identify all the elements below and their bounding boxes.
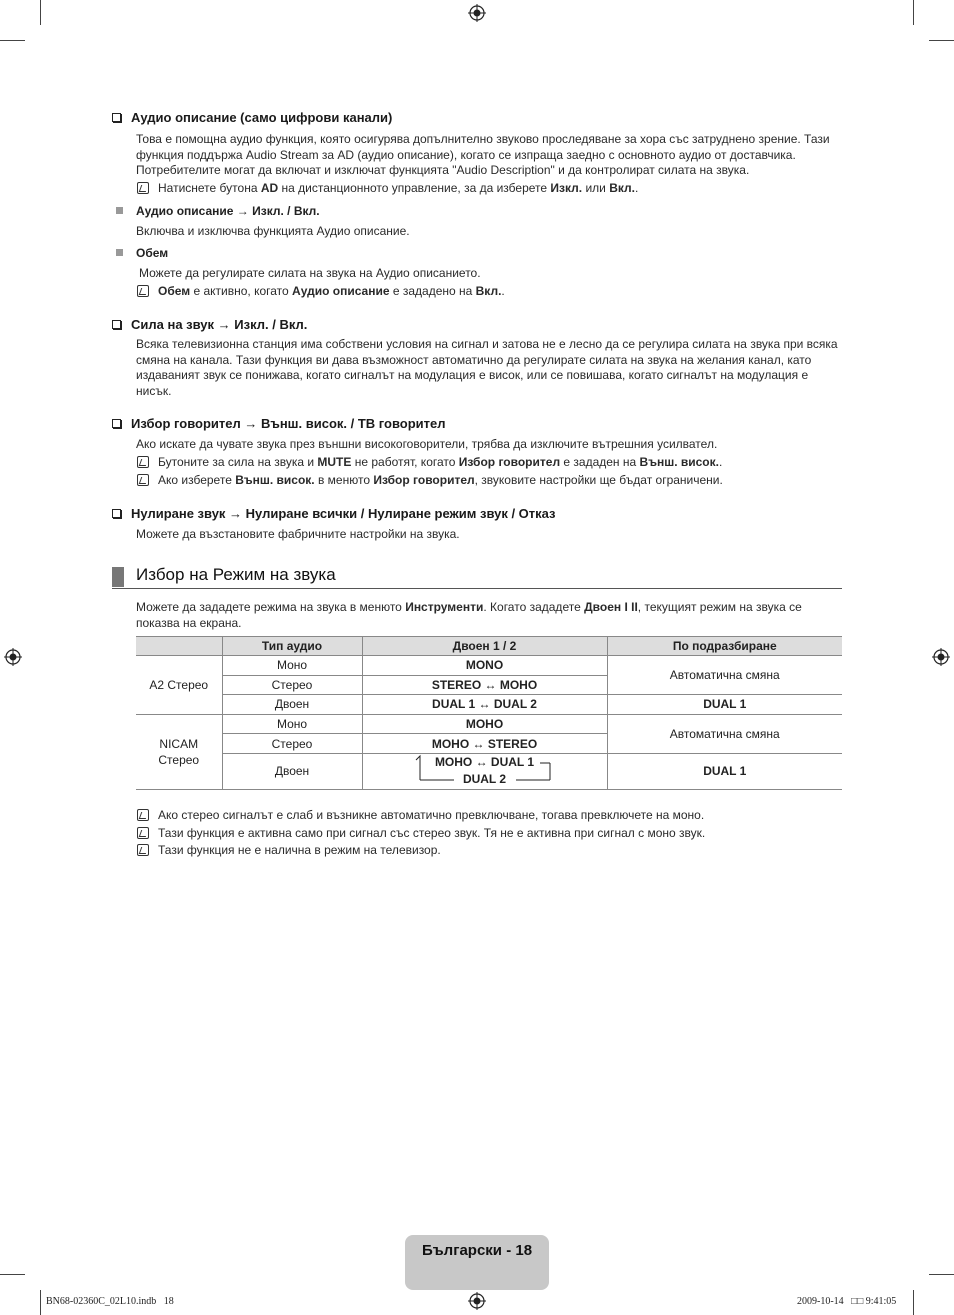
cycle-line-2: DUAL 2 [462, 772, 507, 787]
note-icon [137, 285, 149, 297]
sound-mode-title: Избор на Режим на звука [136, 565, 336, 584]
table-row [136, 695, 842, 715]
crop-mark [40, 1290, 41, 1315]
heading-bar [112, 567, 124, 587]
note-ad-button: Натиснете бутона AD на дистанционното управление, за да изберете Изкл. или Вкл.. [137, 181, 638, 195]
table-row [136, 714, 842, 734]
file-name: BN68-02360C_02L10.indb 18 [46, 1296, 174, 1307]
table-cell: DUAL 1 ↔ DUAL 2 [362, 695, 607, 715]
checkbox-bullet-icon [112, 320, 121, 329]
section-heading-sound-reset: Нулиране звук → Нулиране всички / Нулиране режим звук / Отказ [112, 506, 556, 521]
table-cell: STEREO ↔ MOHO [362, 675, 607, 695]
sound-reset-body: Можете да възстановите фабричните настройки на звука. [136, 527, 460, 541]
sound-mode-intro: Можете да зададете режима на звука в менюто Инструменти. Когато зададете Двоен I II, текущият режим на звука се показва на екрана. [136, 600, 802, 630]
table-header: Тип аудио [222, 637, 362, 656]
sub-heading-audio-description-toggle: Аудио описание → Изкл. / Вкл. [116, 204, 320, 218]
section-heading-audio-description: Аудио описание (само цифрови канали) [112, 110, 392, 125]
crop-mark [913, 0, 914, 25]
registration-mark-icon [4, 648, 22, 666]
page-number-tab [405, 1235, 549, 1290]
table-cell: DUAL 1 [607, 753, 842, 789]
registration-mark-icon [932, 648, 950, 666]
table-cell: MONO [362, 656, 607, 676]
crop-mark [929, 40, 954, 41]
table-cell: Автоматична смяна [607, 656, 842, 695]
audio-description-body: Това е помощна аудио функция, която осигурява допълнително звуково проследяване за хора със затруднено зрение. Тази функция поддържа Audio Stream за AD (аудио описание), когато се изпраща заедно с основното аудио от доставчика. Потребителите могат да включат и изключат функцията "Audio Description" и да контролират силата на звука. [136, 132, 830, 177]
note-not-in-tv-mode: Тази функция не е налична в режим на телевизор. [137, 843, 441, 857]
a2-stereo-label: A2 Стерео [136, 656, 222, 715]
sound-mode-table [136, 636, 842, 790]
audio-description-toggle-body: Включва и изключва функцията Аудио описание. [136, 224, 410, 238]
cycle-line-1: MOHO ↔ DUAL 1 [434, 755, 535, 770]
square-bullet-icon [116, 249, 123, 256]
crop-mark [0, 40, 25, 41]
cycle-arrow-icon [414, 754, 556, 788]
table-cell: Моно [222, 656, 362, 676]
note-icon [137, 809, 149, 821]
note-stereo-only: Тази функция е активна само при сигнал със стерео звук. Тя не е активна при сигнал с моно звук. [137, 826, 705, 840]
sub-heading-volume: Обем [116, 246, 168, 260]
note-icon [137, 182, 149, 194]
table-cell: Стерео [222, 675, 362, 695]
table-header: Двоен 1 / 2 [362, 637, 607, 656]
note-mute: Бутоните за сила на звука и MUTE не работят, когато Избор говорител е зададен на Външ. висок.. [137, 455, 722, 469]
auto-volume-body: Всяка телевизионна станция има собствени условия на сигнал и затова не е лесно да се регулира силата на звука при всяка смяна на канала. Тази функция ви дава възможност автоматично да регулирате силата на звука на желания канал, като издаваният звук се понижава, когато сигналът на модулация е висок, или се повишава, когато сигналът на модулация е нисък. [136, 337, 838, 398]
table-header [136, 637, 222, 656]
page-label: Български - 18 [421, 1242, 533, 1259]
table-cell: MOHO [362, 714, 607, 734]
table-row [136, 656, 842, 676]
table-cell: Стерео [222, 734, 362, 754]
table-cell: Автоматична смяна [607, 714, 842, 753]
table-row [136, 753, 842, 789]
square-bullet-icon [116, 207, 123, 214]
checkbox-bullet-icon [112, 113, 121, 122]
section-heading-auto-volume: Сила на звук → Изкл. / Вкл. [112, 317, 307, 332]
note-icon [137, 827, 149, 839]
crop-mark [929, 1274, 954, 1275]
checkbox-bullet-icon [112, 509, 121, 518]
crop-mark [913, 1290, 914, 1315]
registration-mark-icon [468, 4, 486, 22]
sound-mode-heading [112, 565, 842, 589]
note-icon [137, 456, 149, 468]
registration-mark-icon [468, 1292, 486, 1310]
print-datetime: 2009-10-14 □□ 9:41:05 [797, 1296, 897, 1307]
crop-mark [40, 0, 41, 25]
table-header: По подразбиране [607, 637, 842, 656]
note-icon [137, 844, 149, 856]
note-icon [137, 474, 149, 486]
section-heading-speaker-select: Избор говорител → Външ. висок. / ТВ говорител [112, 416, 446, 431]
note-external-speaker: Ако изберете Външ. висок. в менюто Избор говорител, звуковите настройки ще бъдат ограничени. [137, 473, 723, 487]
table-cell: Моно [222, 714, 362, 734]
table-cell: Двоен [222, 695, 362, 715]
volume-body: Можете да регулирате силата на звука на Аудио описанието. [139, 266, 481, 280]
table-cell: MOHO ↔ STEREO [362, 734, 607, 754]
table-cell: DUAL 1 [607, 695, 842, 715]
speaker-select-body: Ако искате да чувате звука през външни високоговорители, трябва да изключите вътрешния усилвател. [136, 437, 718, 451]
note-weak-stereo: Ако стерео сигналът е слаб и възникне автоматично превключване, тогава превключете на моно. [137, 808, 704, 822]
table-cell-cycle [362, 753, 607, 789]
crop-mark [0, 1274, 25, 1275]
checkbox-bullet-icon [112, 419, 121, 428]
note-volume-active: Обем е активно, когато Аудио описание е зададено на Вкл.. [137, 284, 505, 298]
table-cell: Двоен [222, 753, 362, 789]
table-header-row [136, 637, 842, 656]
nicam-stereo-label: NICAM Стерео [136, 714, 222, 789]
